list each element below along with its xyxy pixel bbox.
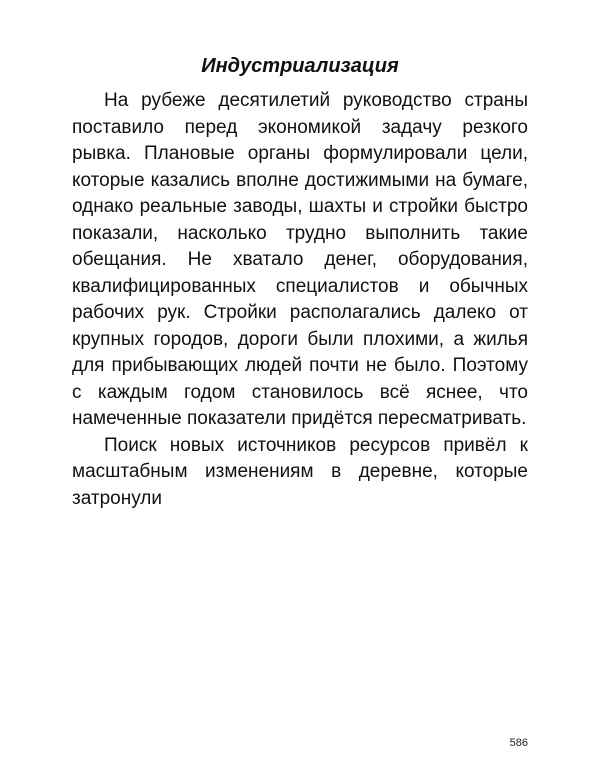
chapter-heading: Индустриализация [201,55,399,77]
paragraph: На рубеже десятилетий руководство страны поставило перед экономикой задачу резкого рывка. Плановые органы формулировали цели, которые казались вполне достижимыми на бумаге, однако реальные заводы, шахты и стройки быстро показали, насколько трудно выполнить такие обещания. Не хватало денег, оборудования, квалифицированных специалистов и обычных рабочих рук. Стройки располагались далеко от крупных городов, дороги были плохими, а жилья для прибывающих людей почти не было. Поэтому с каждым годом становилось всё яснее, что намеченные показатели придётся пересматривать. [72,90,528,429]
page-number: 586 [509,737,528,749]
paragraph: Поиск новых источников ресурсов привёл к масштабным изменениям в деревне, которые затронули [72,434,528,509]
body-text [72,88,528,512]
